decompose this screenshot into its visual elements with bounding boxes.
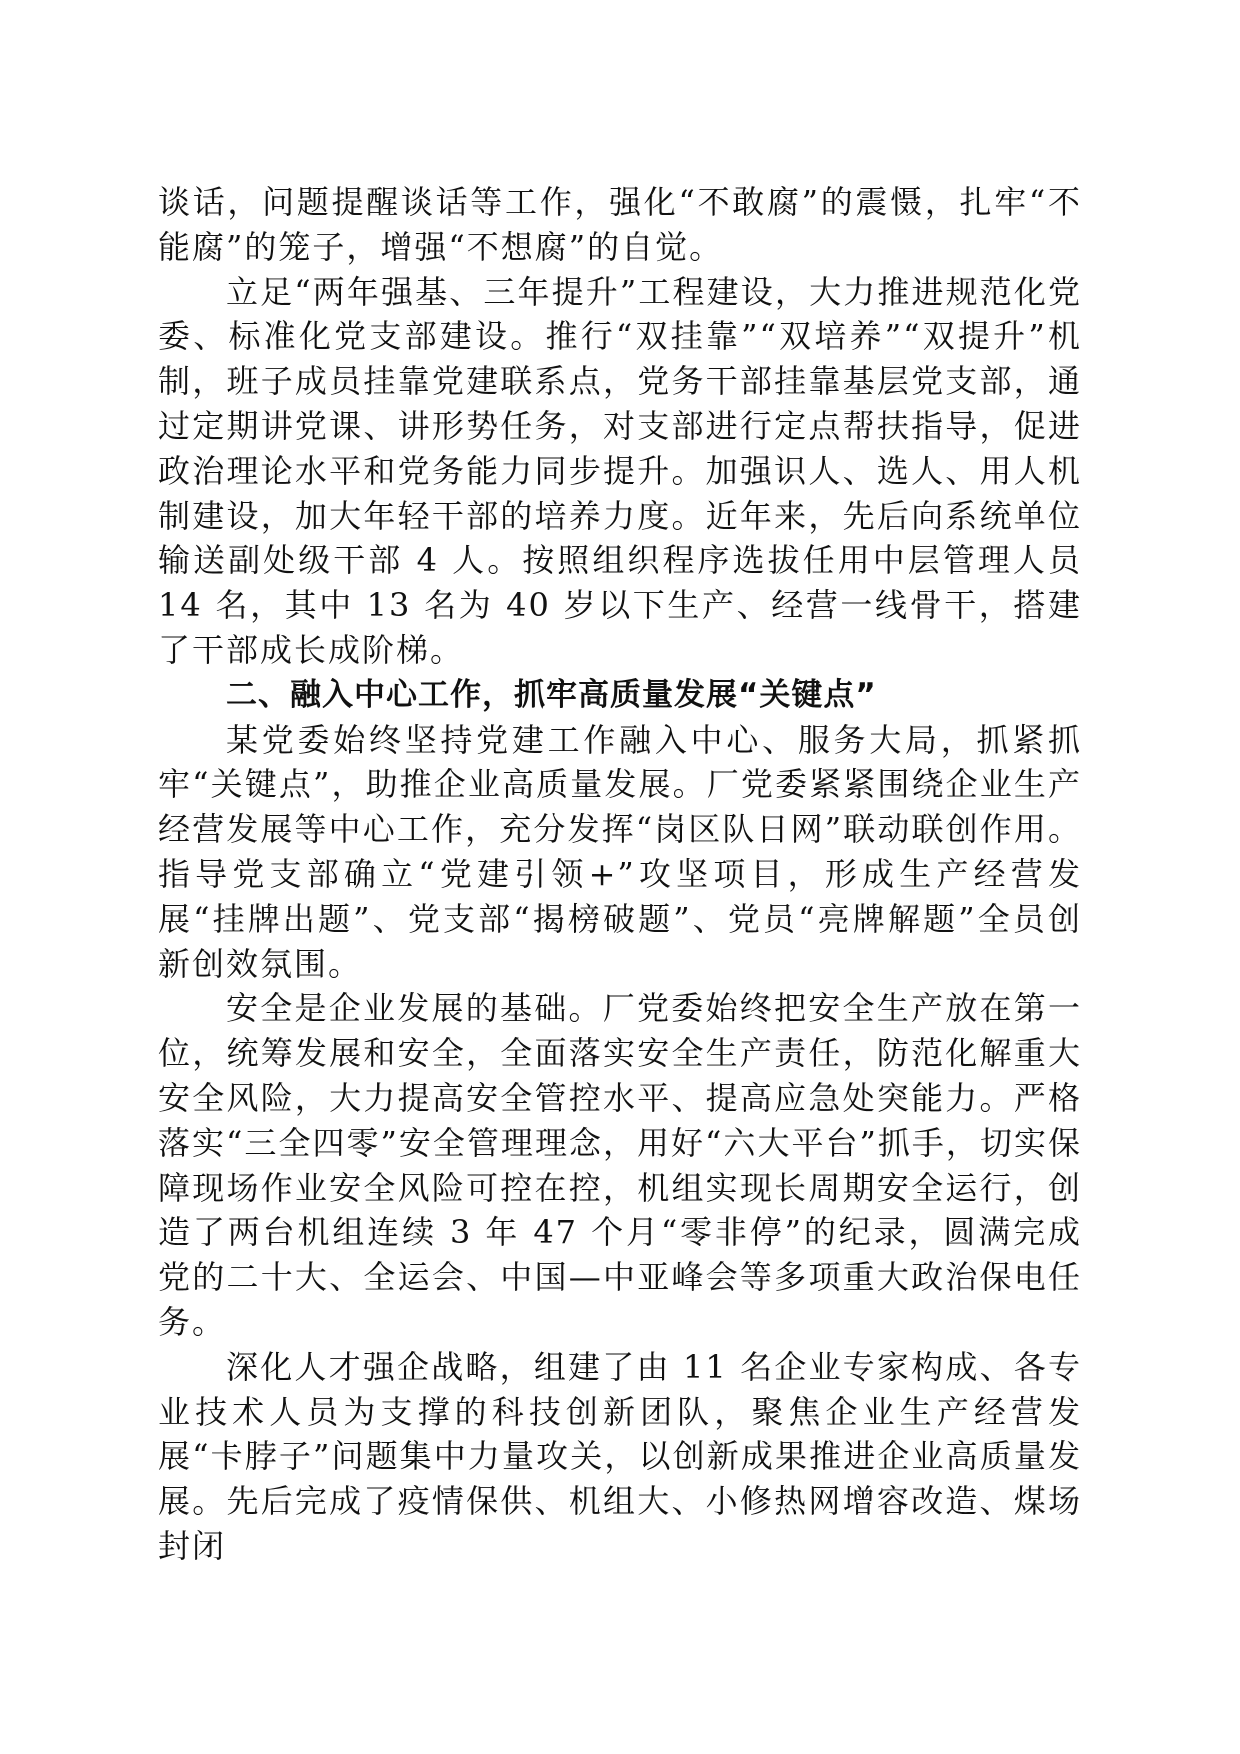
paragraph-party-building: 立足“两年强基、三年提升”工程建设，大力推进规范化党委、标准化党支部建设。推行“双挂靠”“双培养”“双提升”机制，班子成员挂靠党建联系点，党务干部挂靠基层党支部，通过定期讲党课、讲形势任务，对支部进行定点帮扶指导，促进政治理论水平和党务能力同步提升。加强识人、选人、用人机制建设，加大年轻干部的培养力度。近年来，先后向系统单位输送副处级干部 4 人。按照组织程序选拔任用中层管理人员 14 名，其中 13 名为 40 岁以下生产、经营一线骨干，搭建了干部成长成阶梯。 [158,272,1082,669]
paragraph-continued: 谈话，问题提醒谈话等工作，强化“不敢腐”的震慑，扎牢“不能腐”的笼子，增强“不想腐”的自觉。 [158,183,1082,266]
paragraph-key-points: 某党委始终坚持党建工作融入中心、服务大局，抓紧抓牢“关键点”，助推企业高质量发展。厂党委紧紧围绕企业生产经营发展等中心工作，充分发挥“岗区队日网”联动联创作用。指导党支部确立“党建引领+”攻坚项目，形成生产经营发展“挂牌出题”、党支部“揭榜破题”、党员“亮牌解题”全员创新创效氛围。 [158,720,1082,983]
section-heading: 二、融入中心工作，抓牢高质量发展“关键点” [226,676,877,713]
document-body [158,180,1082,1569]
paragraph-safety: 安全是企业发展的基础。厂党委始终把安全生产放在第一位，统筹发展和安全，全面落实安全生产责任，防范化解重大安全风险，大力提高安全管控水平、提高应急处突能力。严格落实“三全四零”安全管理理念，用好“六大平台”抓手，切实保障现场作业安全风险可控在控，机组实现长周期安全运行，创造了两台机组连续 3 年 47 个月“零非停”的纪录，圆满完成党的二十大、全运会、中国—中亚峰会等多项重大政治保电任务。 [158,989,1082,1341]
paragraph-talent: 深化人才强企战略，组建了由 11 名企业专家构成、各专业技术人员为支撑的科技创新团队，聚焦企业生产经营发展“卡脖子”问题集中力量攻关，以创新成果推进企业高质量发展。先后完成了疫情保供、机组大、小修热网增容改造、煤场封闭 [158,1347,1082,1565]
